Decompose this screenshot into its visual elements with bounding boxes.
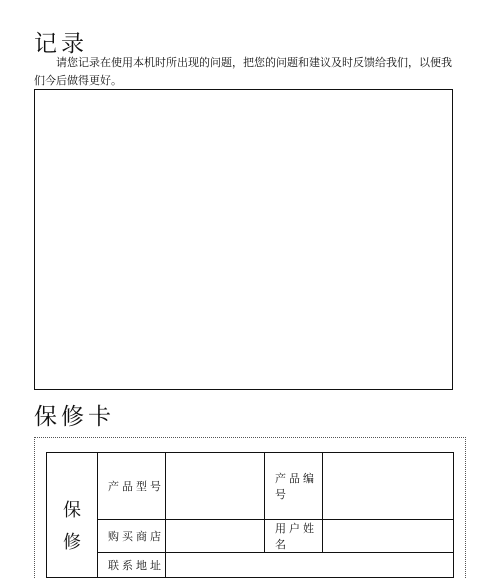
user-name-field[interactable] bbox=[323, 520, 454, 553]
address-field[interactable] bbox=[166, 553, 454, 578]
record-writing-area[interactable] bbox=[34, 89, 453, 390]
product-number-field[interactable] bbox=[323, 453, 454, 520]
user-name-label: 用户姓名 bbox=[265, 520, 323, 553]
purchase-store-field[interactable] bbox=[166, 520, 265, 553]
purchase-store-label: 购买商店 bbox=[98, 520, 166, 553]
product-model-field[interactable] bbox=[166, 453, 265, 520]
warranty-side-label bbox=[47, 453, 98, 578]
warranty-side-char-1: 保 bbox=[63, 500, 81, 521]
warranty-side-char-2: 修 bbox=[63, 532, 81, 553]
address-label: 联系地址 bbox=[98, 553, 166, 578]
record-instructions: 请您记录在使用本机时所出现的问题，把您的问题和建议及时反馈给我们，以便我们今后做得更好。 bbox=[34, 56, 452, 87]
product-model-label: 产品型号 bbox=[98, 453, 166, 520]
warranty-card-title: 保修卡 bbox=[34, 404, 115, 430]
product-number-label: 产品编号 bbox=[265, 453, 323, 520]
warranty-card-table bbox=[46, 452, 454, 578]
record-title: 记录 bbox=[34, 31, 88, 57]
